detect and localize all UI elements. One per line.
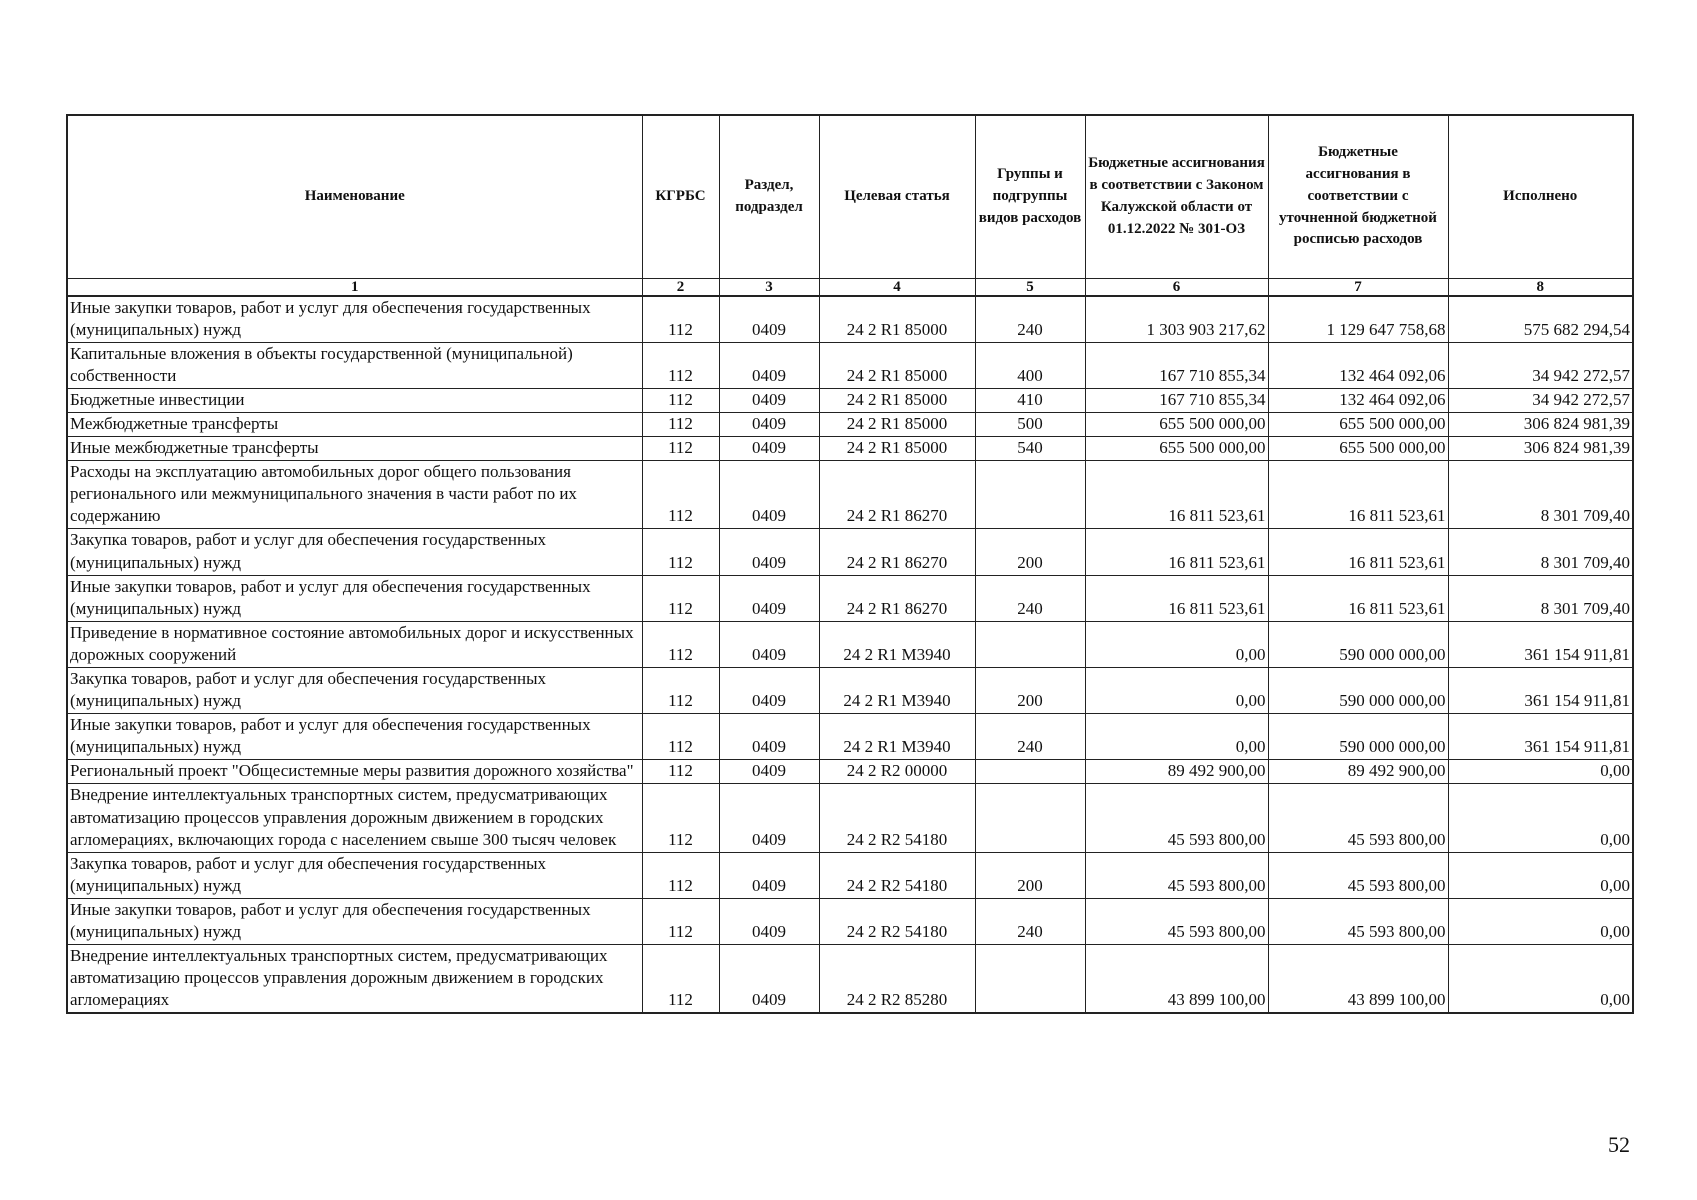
row-target-article: 24 2 R1 M3940	[819, 621, 975, 667]
table-row	[67, 784, 1633, 852]
table-row	[67, 668, 1633, 714]
row-section: 0409	[719, 437, 819, 461]
row-kgrbs: 112	[642, 621, 719, 667]
row-kgrbs: 112	[642, 714, 719, 760]
row-refined-amount: 655 500 000,00	[1268, 437, 1448, 461]
row-refined-amount: 132 464 092,06	[1268, 388, 1448, 412]
row-name: Капитальные вложения в объекты государственной (муниципальной) собственности	[67, 342, 642, 388]
table-row	[67, 388, 1633, 412]
row-expense-group: 540	[975, 437, 1085, 461]
row-kgrbs: 112	[642, 575, 719, 621]
row-refined-amount: 16 811 523,61	[1268, 575, 1448, 621]
row-expense-group	[975, 945, 1085, 1014]
table-row	[67, 714, 1633, 760]
table-header-row	[67, 115, 1633, 278]
row-expense-group: 400	[975, 342, 1085, 388]
row-section: 0409	[719, 412, 819, 436]
table-row	[67, 898, 1633, 944]
row-target-article: 24 2 R1 85000	[819, 296, 975, 343]
row-executed-amount: 0,00	[1448, 784, 1633, 852]
row-name: Межбюджетные трансферты	[67, 412, 642, 436]
row-refined-amount: 43 899 100,00	[1268, 945, 1448, 1014]
row-section: 0409	[719, 575, 819, 621]
row-target-article: 24 2 R2 00000	[819, 760, 975, 784]
row-target-article: 24 2 R1 M3940	[819, 668, 975, 714]
row-name: Иные закупки товаров, работ и услуг для обеспечения государственных (муниципальных) нужд	[67, 575, 642, 621]
row-law-amount: 0,00	[1085, 668, 1268, 714]
row-section: 0409	[719, 668, 819, 714]
header-law-allocations: Бюджетные ассигнования в соответствии с Законом Калужской области от 01.12.2022 № 301-ОЗ	[1085, 115, 1268, 278]
row-section: 0409	[719, 461, 819, 529]
row-name: Региональный проект "Общесистемные меры развития дорожного хозяйства"	[67, 760, 642, 784]
row-section: 0409	[719, 760, 819, 784]
row-executed-amount: 34 942 272,57	[1448, 342, 1633, 388]
column-number: 7	[1268, 278, 1448, 296]
row-target-article: 24 2 R1 86270	[819, 461, 975, 529]
row-executed-amount: 361 154 911,81	[1448, 621, 1633, 667]
row-refined-amount: 16 811 523,61	[1268, 461, 1448, 529]
row-law-amount: 16 811 523,61	[1085, 529, 1268, 575]
row-expense-group	[975, 784, 1085, 852]
row-refined-amount: 45 593 800,00	[1268, 898, 1448, 944]
row-executed-amount: 361 154 911,81	[1448, 714, 1633, 760]
header-expense-groups: Группы и подгруппы видов расходов	[975, 115, 1085, 278]
row-target-article: 24 2 R2 54180	[819, 898, 975, 944]
row-name: Закупка товаров, работ и услуг для обеспечения государственных (муниципальных) нужд	[67, 852, 642, 898]
row-law-amount: 655 500 000,00	[1085, 437, 1268, 461]
row-kgrbs: 112	[642, 945, 719, 1014]
column-number: 4	[819, 278, 975, 296]
row-target-article: 24 2 R1 85000	[819, 437, 975, 461]
column-number: 5	[975, 278, 1085, 296]
table-row	[67, 437, 1633, 461]
row-law-amount: 0,00	[1085, 714, 1268, 760]
row-refined-amount: 1 129 647 758,68	[1268, 296, 1448, 343]
row-executed-amount: 0,00	[1448, 898, 1633, 944]
row-target-article: 24 2 R1 M3940	[819, 714, 975, 760]
row-target-article: 24 2 R1 85000	[819, 388, 975, 412]
table-row	[67, 760, 1633, 784]
row-expense-group: 240	[975, 296, 1085, 343]
row-executed-amount: 306 824 981,39	[1448, 412, 1633, 436]
row-expense-group: 240	[975, 714, 1085, 760]
row-target-article: 24 2 R1 86270	[819, 529, 975, 575]
row-refined-amount: 45 593 800,00	[1268, 852, 1448, 898]
row-kgrbs: 112	[642, 784, 719, 852]
table-body	[67, 296, 1633, 1014]
row-law-amount: 0,00	[1085, 621, 1268, 667]
row-name: Иные межбюджетные трансферты	[67, 437, 642, 461]
row-kgrbs: 112	[642, 296, 719, 343]
row-section: 0409	[719, 529, 819, 575]
row-law-amount: 655 500 000,00	[1085, 412, 1268, 436]
row-executed-amount: 8 301 709,40	[1448, 529, 1633, 575]
row-executed-amount: 0,00	[1448, 852, 1633, 898]
table-row	[67, 575, 1633, 621]
table-row	[67, 342, 1633, 388]
table-row	[67, 852, 1633, 898]
row-refined-amount: 132 464 092,06	[1268, 342, 1448, 388]
row-section: 0409	[719, 714, 819, 760]
row-name: Внедрение интеллектуальных транспортных систем, предусматривающих автоматизацию процессов управления дорожным движением в городских агломерациях	[67, 945, 642, 1014]
row-name: Иные закупки товаров, работ и услуг для обеспечения государственных (муниципальных) нужд	[67, 898, 642, 944]
row-expense-group: 200	[975, 668, 1085, 714]
header-name: Наименование	[67, 115, 642, 278]
row-name: Бюджетные инвестиции	[67, 388, 642, 412]
table-row	[67, 621, 1633, 667]
row-kgrbs: 112	[642, 668, 719, 714]
budget-table	[66, 114, 1634, 1014]
row-expense-group: 240	[975, 575, 1085, 621]
header-target-article: Целевая статья	[819, 115, 975, 278]
row-kgrbs: 112	[642, 760, 719, 784]
header-refined-allocations: Бюджетные ассигнования в соответствии с уточненной бюджетной росписью расходов	[1268, 115, 1448, 278]
row-refined-amount: 89 492 900,00	[1268, 760, 1448, 784]
row-section: 0409	[719, 945, 819, 1014]
row-expense-group: 410	[975, 388, 1085, 412]
row-section: 0409	[719, 898, 819, 944]
row-executed-amount: 0,00	[1448, 760, 1633, 784]
column-number: 2	[642, 278, 719, 296]
row-expense-group: 240	[975, 898, 1085, 944]
row-refined-amount: 590 000 000,00	[1268, 668, 1448, 714]
row-section: 0409	[719, 784, 819, 852]
row-expense-group: 200	[975, 852, 1085, 898]
row-target-article: 24 2 R2 85280	[819, 945, 975, 1014]
row-law-amount: 89 492 900,00	[1085, 760, 1268, 784]
row-executed-amount: 575 682 294,54	[1448, 296, 1633, 343]
column-number: 8	[1448, 278, 1633, 296]
row-kgrbs: 112	[642, 388, 719, 412]
row-section: 0409	[719, 852, 819, 898]
row-executed-amount: 0,00	[1448, 945, 1633, 1014]
row-name: Внедрение интеллектуальных транспортных систем, предусматривающих автоматизацию процессов управления дорожным движением в городских агломерациях, включающих города с населением свыше 300 тысяч человек	[67, 784, 642, 852]
row-kgrbs: 112	[642, 898, 719, 944]
row-kgrbs: 112	[642, 529, 719, 575]
header-executed: Исполнено	[1448, 115, 1633, 278]
row-target-article: 24 2 R2 54180	[819, 784, 975, 852]
row-name: Иные закупки товаров, работ и услуг для обеспечения государственных (муниципальных) нужд	[67, 714, 642, 760]
row-kgrbs: 112	[642, 437, 719, 461]
row-law-amount: 167 710 855,34	[1085, 388, 1268, 412]
row-law-amount: 16 811 523,61	[1085, 461, 1268, 529]
row-name: Расходы на эксплуатацию автомобильных дорог общего пользования регионального или межмуниципального значения в части работ по их содержанию	[67, 461, 642, 529]
row-name: Закупка товаров, работ и услуг для обеспечения государственных (муниципальных) нужд	[67, 668, 642, 714]
column-number: 6	[1085, 278, 1268, 296]
column-number-row	[67, 278, 1633, 296]
row-refined-amount: 590 000 000,00	[1268, 714, 1448, 760]
header-section: Раздел, подраздел	[719, 115, 819, 278]
row-expense-group: 500	[975, 412, 1085, 436]
page-number: 52	[1608, 1132, 1630, 1157]
row-executed-amount: 8 301 709,40	[1448, 575, 1633, 621]
row-law-amount: 45 593 800,00	[1085, 852, 1268, 898]
row-law-amount: 45 593 800,00	[1085, 898, 1268, 944]
row-kgrbs: 112	[642, 852, 719, 898]
row-refined-amount: 655 500 000,00	[1268, 412, 1448, 436]
row-expense-group	[975, 760, 1085, 784]
row-kgrbs: 112	[642, 412, 719, 436]
row-refined-amount: 16 811 523,61	[1268, 529, 1448, 575]
row-target-article: 24 2 R2 54180	[819, 852, 975, 898]
column-number: 1	[67, 278, 642, 296]
row-executed-amount: 361 154 911,81	[1448, 668, 1633, 714]
row-target-article: 24 2 R1 86270	[819, 575, 975, 621]
row-executed-amount: 8 301 709,40	[1448, 461, 1633, 529]
row-name: Приведение в нормативное состояние автомобильных дорог и искусственных дорожных сооружений	[67, 621, 642, 667]
row-expense-group	[975, 461, 1085, 529]
row-target-article: 24 2 R1 85000	[819, 412, 975, 436]
table-row	[67, 296, 1633, 343]
table-row	[67, 529, 1633, 575]
row-section: 0409	[719, 621, 819, 667]
row-law-amount: 43 899 100,00	[1085, 945, 1268, 1014]
row-law-amount: 1 303 903 217,62	[1085, 296, 1268, 343]
row-target-article: 24 2 R1 85000	[819, 342, 975, 388]
row-executed-amount: 34 942 272,57	[1448, 388, 1633, 412]
row-kgrbs: 112	[642, 342, 719, 388]
table-row	[67, 945, 1633, 1014]
row-refined-amount: 45 593 800,00	[1268, 784, 1448, 852]
row-name: Иные закупки товаров, работ и услуг для обеспечения государственных (муниципальных) нужд	[67, 296, 642, 343]
header-kgrbs: КГРБС	[642, 115, 719, 278]
table-row	[67, 412, 1633, 436]
row-section: 0409	[719, 342, 819, 388]
row-expense-group: 200	[975, 529, 1085, 575]
row-kgrbs: 112	[642, 461, 719, 529]
table-row	[67, 461, 1633, 529]
column-number: 3	[719, 278, 819, 296]
row-section: 0409	[719, 388, 819, 412]
row-expense-group	[975, 621, 1085, 667]
row-law-amount: 167 710 855,34	[1085, 342, 1268, 388]
row-executed-amount: 306 824 981,39	[1448, 437, 1633, 461]
row-law-amount: 45 593 800,00	[1085, 784, 1268, 852]
row-refined-amount: 590 000 000,00	[1268, 621, 1448, 667]
row-section: 0409	[719, 296, 819, 343]
row-name: Закупка товаров, работ и услуг для обеспечения государственных (муниципальных) нужд	[67, 529, 642, 575]
row-law-amount: 16 811 523,61	[1085, 575, 1268, 621]
